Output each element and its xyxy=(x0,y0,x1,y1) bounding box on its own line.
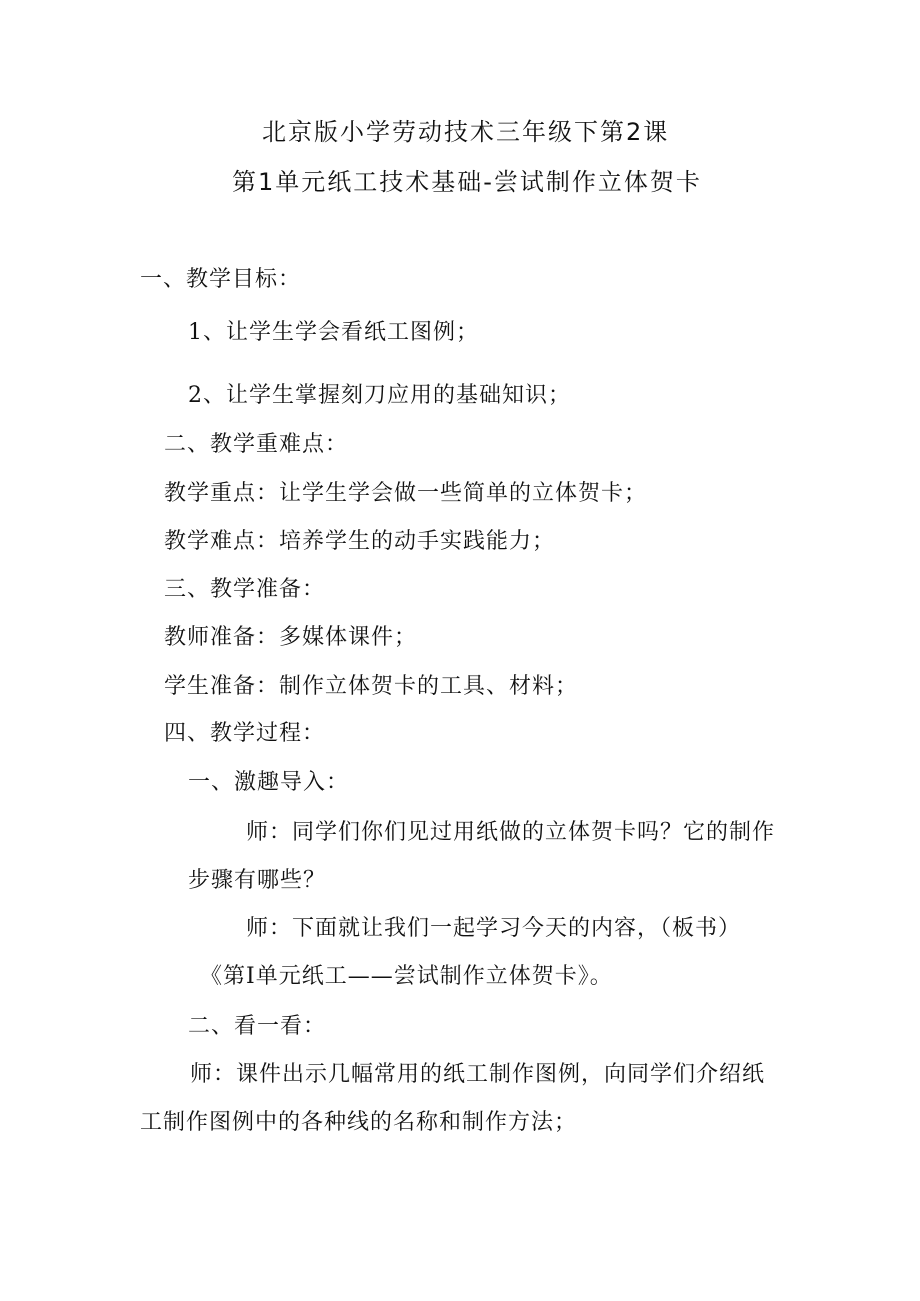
paragraph-line: 步骤有哪些？ xyxy=(188,868,327,893)
objective-item: 2、让学生掌握刻刀应用的基础知识； xyxy=(188,383,571,408)
key-point-text: 教学重点：让学生学会做一些简单的立体贺卡； xyxy=(164,481,648,506)
paragraph-line: 工制作图例中的各种线的名称和制作方法； xyxy=(140,1110,578,1135)
paragraph-line: 《第Ⅰ单元纸工——尝试制作立体贺卡》。 xyxy=(200,964,613,989)
paragraph-line: 师：同学们你们见过用纸做的立体贺卡吗？它的制作 xyxy=(246,820,776,845)
objective-item: 1、让学生学会看纸工图例； xyxy=(188,320,479,345)
teacher-preparation-text: 教师准备：多媒体课件； xyxy=(164,625,418,650)
paragraph-line: 师：下面就让我们一起学习今天的内容，（板书） xyxy=(246,916,742,941)
section-heading-process: 四、教学过程： xyxy=(164,721,326,746)
student-preparation-text: 学生准备：制作立体贺卡的工具、材料； xyxy=(164,674,579,699)
step-heading-look: 二、看一看： xyxy=(188,1014,327,1039)
difficulty-text: 教学难点：培养学生的动手实践能力； xyxy=(164,529,556,554)
section-heading-objectives: 一、教学目标： xyxy=(140,267,302,292)
document-title-line-2: 第1单元纸工技术基础-尝试制作立体贺卡 xyxy=(232,168,702,196)
paragraph-line: 师：课件出示几幅常用的纸工制作图例，向同学们介绍纸 xyxy=(190,1062,766,1087)
document-title-line-1: 北京版小学劳动技术三年级下第2课 xyxy=(262,118,670,146)
section-heading-preparation: 三、教学准备： xyxy=(164,577,326,602)
section-heading-key-points: 二、教学重难点： xyxy=(164,432,349,457)
step-heading-intro: 一、激趣导入： xyxy=(188,770,350,795)
